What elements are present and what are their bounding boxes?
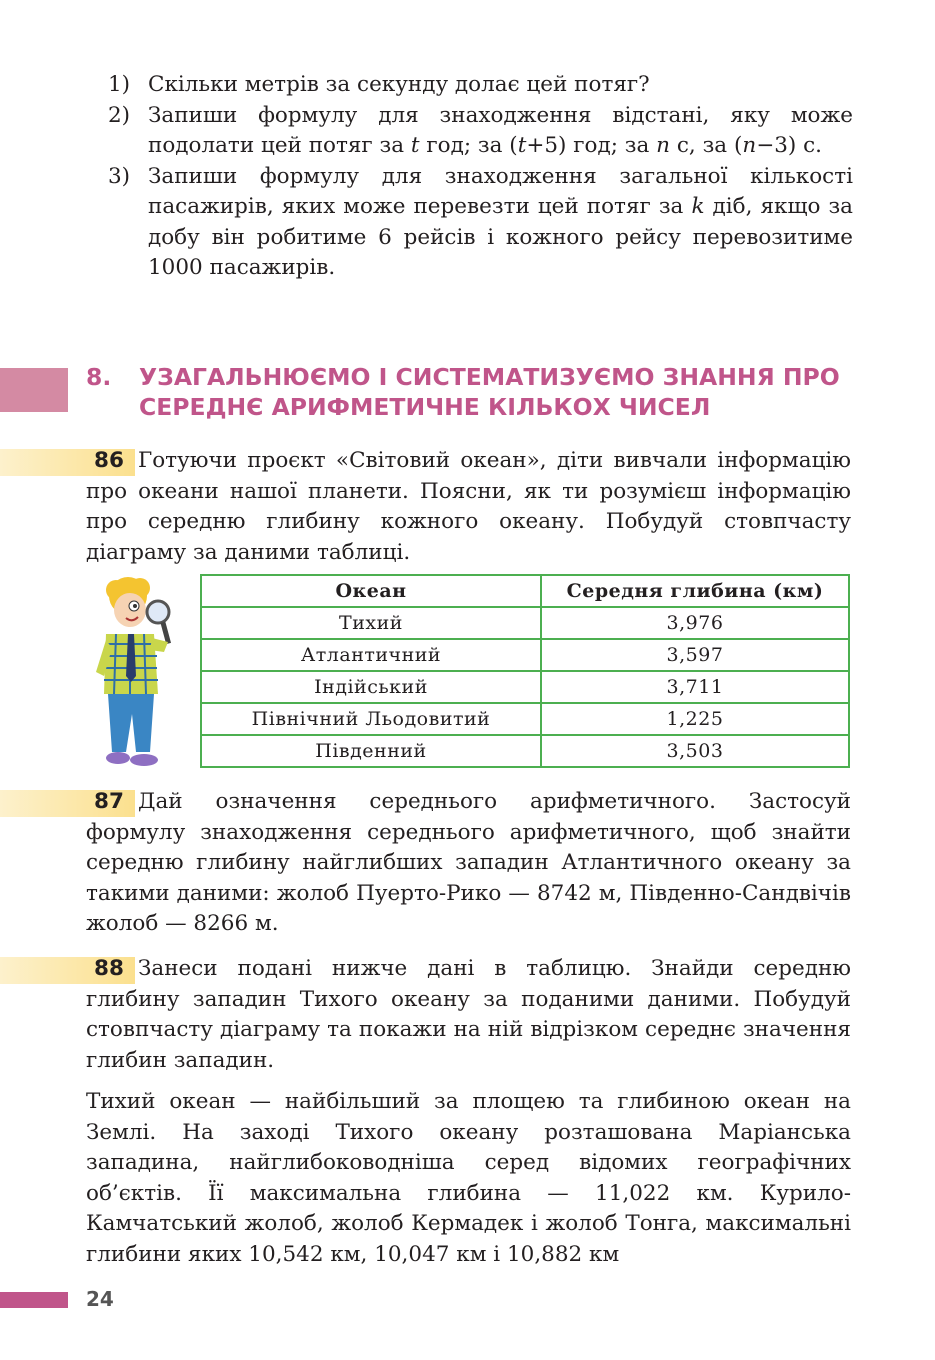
table-cell-depth: 1,225 [541,703,849,735]
exercise-text: Дай означення середнього арифметичного. Застосуй формулу знаходження середнього арифметичного, щоб знайти середню глибину найглибших западин Атлантичного океану за такими даними: жолоб Пуерто-Рико — 8742 м, Південно-Сандвічів жолоб — 8266 м. [86,789,851,936]
table-row [201,735,849,767]
exercise-87 [86,787,851,940]
question-list [108,70,853,284]
table-header-ocean: Океан [201,575,541,607]
table-cell-depth: 3,597 [541,639,849,671]
table-header-depth: Середня глибина (км) [541,575,849,607]
table-row [201,639,849,671]
table-cell-ocean: Північний Льодовитий [201,703,541,735]
section-number: 8. [86,363,112,391]
section-title: УЗАГАЛЬНЮЄМО І СИСТЕМАТИЗУЄМО ЗНАННЯ ПРО СЕРЕДНЄ АРИФМЕТИЧНЕ КІЛЬКОХ ЧИСЕЛ [139,363,840,421]
table-row [201,703,849,735]
question-text: Запиши формулу для знаходження відстані, яку може подолати цей потяг за t год; за (t+5) год; за n с, за (n−3) с. [148,102,853,158]
exercise-number: 87 [94,789,124,814]
table-cell-depth: 3,711 [541,671,849,703]
question-number: 3) [108,163,131,189]
exercise-number: 88 [94,956,124,981]
table-cell-ocean: Індійський [201,671,541,703]
table-row [201,671,849,703]
exercise-86 [86,446,851,568]
question-item [108,70,853,101]
section-heading [86,362,846,422]
table-cell-ocean: Атлантичний [201,639,541,671]
table-row [201,607,849,639]
table-header-row [201,575,849,607]
question-text: Запиши формулу для знаходження загальної кількості пасажирів, яких може перевезти цей потяг за k діб, якщо за добу він робитиме 6 рейсів і кожного рейсу перевозитиме 1000 пасажирів. [148,163,853,280]
exercise-number: 86 [94,448,124,473]
question-number: 1) [108,72,131,97]
question-text: Скільки метрів за секунду долає цей потяг? [148,72,650,97]
question-number: 2) [108,102,131,128]
footer-marker [0,1292,68,1308]
ocean-depth-table [200,574,850,768]
table-cell-ocean: Тихий [201,607,541,639]
question-item [108,101,853,162]
exercise-text: Готуючи проєкт «Світовий океан», діти вивчали інформацію про океани нашої планети. Поясни, як ти розумієш інформацію про середню глибину кожного океану. Побудуй стовпчасту діаграму за даними таблиці. [86,448,851,565]
exercise-88 [86,954,851,1076]
table-cell-depth: 3,976 [541,607,849,639]
table-cell-ocean: Південний [201,735,541,767]
table-cell-depth: 3,503 [541,735,849,767]
question-item [108,162,853,284]
section-marker [0,368,68,412]
page-number: 24 [86,1287,114,1311]
body-paragraph: Тихий океан — найбільший за площею та глибиною океан на Землі. На заході Тихого океану розташована Маріанська западина, найглибоководніша серед відомих географічних об’єктів. Її максимальна глибина — 11,022 км. Курило-Камчатський жолоб, жолоб Кермадек і жолоб Тонга, максимальні глибини яких 10,542 км, 10,047 км і 10,882 км [86,1089,851,1267]
exercise-text: Занеси подані нижче дані в таблицю. Знайди середню глибину западин Тихого океану за поданими даними. Побудуй стовпчасту діаграму та покажи на ній відрізком середнє значення глибин западин. [86,956,851,1073]
boy-with-magnifier-illustration [92,576,192,772]
